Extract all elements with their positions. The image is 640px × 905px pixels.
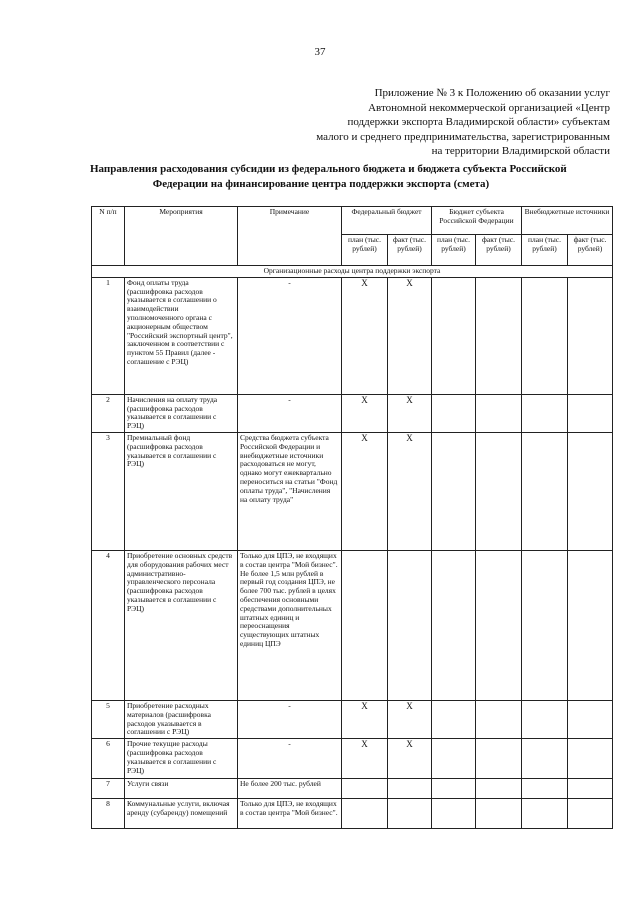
header-offbudget-sources: Внебюджетные источники [522,207,613,235]
row-note: Средства бюджета субъекта Российской Федерации и внебюджетные источники расходоваться не могут, однако могут ежеквартально переноситься на статьи "Фонд оплаты труда", "Начисления на оплату труда" [238,432,342,550]
empty-cell [476,739,522,779]
table-row [92,394,613,432]
header-event: Мероприятия [125,207,238,266]
header-fact: факт (тыс. рублей) [568,235,613,266]
row-event: Премиальный фонд (расшифровка расходов указывается в соглашении с РЭЦ) [125,432,238,550]
row-note: - [238,700,342,738]
row-num: 8 [92,799,125,829]
budget-estimate-table [91,206,613,829]
row-note: - [238,739,342,779]
table-header-row [92,207,613,235]
empty-cell [432,739,476,779]
empty-cell [568,432,613,550]
empty-cell [432,277,476,394]
document-title [90,162,567,192]
empty-cell [342,799,388,829]
empty-cell [568,394,613,432]
header-regional-budget: Бюджет субъекта Российской Федерации [432,207,522,235]
table-row [92,700,613,738]
row-num: 5 [92,700,125,738]
annex-line: малого и среднего предпринимательства, зарегистрированным [316,130,610,143]
empty-cell [522,779,568,799]
title-line: Федерации на финансирование центра поддержки экспорта (смета) [152,178,490,190]
empty-cell [388,779,432,799]
empty-cell [432,394,476,432]
table-row [92,779,613,799]
empty-cell [568,277,613,394]
empty-cell [522,739,568,779]
empty-cell [476,394,522,432]
federal-plan-mark: Х [342,739,388,779]
annex-line: поддержки экспорта Владимирской области» субъектам [347,116,610,128]
row-num: 4 [92,550,125,700]
empty-cell [432,799,476,829]
empty-cell [432,550,476,700]
title-line: Направления расходования субсидии из федерального бюджета и бюджета субъекта Российской [90,163,567,175]
section-title: Организационные расходы центра поддержки экспорта [92,266,613,278]
row-event: Приобретение основных средств для оборудования рабочих мест административно-управленческого персонала (расшифровка расходов указывается в соглашении с РЭЦ) [125,550,238,700]
row-event: Прочие текущие расходы (расшифровка расходов указывается в соглашении с РЭЦ) [125,739,238,779]
table-row [92,432,613,550]
federal-plan-mark: Х [342,394,388,432]
header-note: Примечание [238,207,342,266]
row-event: Коммунальные услуги, включая аренду (субаренду) помещений [125,799,238,829]
empty-cell [476,277,522,394]
header-num: N п/п [92,207,125,266]
empty-cell [568,700,613,738]
federal-fact-mark: Х [388,700,432,738]
row-num: 7 [92,779,125,799]
table-row [92,799,613,829]
row-note: - [238,394,342,432]
row-note: - [238,277,342,394]
empty-cell [432,779,476,799]
header-plan: план (тыс. рублей) [522,235,568,266]
federal-plan-mark: Х [342,700,388,738]
row-event: Услуги связи [125,779,238,799]
federal-plan-mark: Х [342,432,388,550]
header-plan: план (тыс. рублей) [342,235,388,266]
section-row [92,266,613,278]
annex-line: на территории Владимирской области [431,145,610,157]
annex-line: Автономной некоммерческой организацией «Центр [368,101,610,114]
empty-cell [476,432,522,550]
header-plan: план (тыс. рублей) [432,235,476,266]
empty-cell [476,779,522,799]
table-row [92,277,613,394]
row-event: Фонд оплаты труда (расшифровка расходов указывается в соглашении о взаимодействии уполномоченного органа с акционерным обществом "Российский экспортный центр", заключенном в соответствии с пунктом 55 Правил (далее - соглашение с РЭЦ) [125,277,238,394]
empty-cell [522,394,568,432]
header-fact: факт (тыс. рублей) [476,235,522,266]
table-row [92,739,613,779]
row-event: Начисления на оплату труда (расшифровка расходов указывается в соглашении с РЭЦ) [125,394,238,432]
empty-cell [388,799,432,829]
empty-cell [522,432,568,550]
empty-cell [432,432,476,550]
empty-cell [476,799,522,829]
page-number: 37 [314,46,326,58]
row-num: 6 [92,739,125,779]
empty-cell [568,739,613,779]
table-row [92,550,613,700]
empty-cell [522,700,568,738]
annex-reference [250,86,610,159]
row-num: 2 [92,394,125,432]
federal-plan-mark: Х [342,277,388,394]
header-fact: факт (тыс. рублей) [388,235,432,266]
row-num: 1 [92,277,125,394]
empty-cell [476,550,522,700]
header-federal-budget: Федеральный бюджет [342,207,432,235]
row-note: Не более 200 тыс. рублей [238,779,342,799]
federal-fact-mark: Х [388,277,432,394]
row-num: 3 [92,432,125,550]
empty-cell [568,779,613,799]
empty-cell [476,700,522,738]
empty-cell [342,550,388,700]
empty-cell [432,700,476,738]
row-note: Только для ЦПЭ, не входящих в состав центра "Мой бизнес". [238,799,342,829]
federal-fact-mark: Х [388,394,432,432]
federal-fact-mark: Х [388,432,432,550]
empty-cell [522,799,568,829]
empty-cell [522,277,568,394]
empty-cell [522,550,568,700]
annex-line: Приложение № 3 к Положению об оказании услуг [374,87,610,99]
empty-cell [388,550,432,700]
empty-cell [342,779,388,799]
row-event: Приобретение расходных материалов (расшифровка расходов указывается в соглашении с РЭЦ) [125,700,238,738]
federal-fact-mark: Х [388,739,432,779]
row-note: Только для ЦПЭ, не входящих в состав центра "Мой бизнес". Не более 1,5 млн рублей в первый год создания ЦПЭ, не более 700 тыс. рублей в целях обеспечения основными средствами дополнительных штатных единиц и переоснащения существующих штатных единиц ЦПЭ [238,550,342,700]
empty-cell [568,550,613,700]
empty-cell [568,799,613,829]
